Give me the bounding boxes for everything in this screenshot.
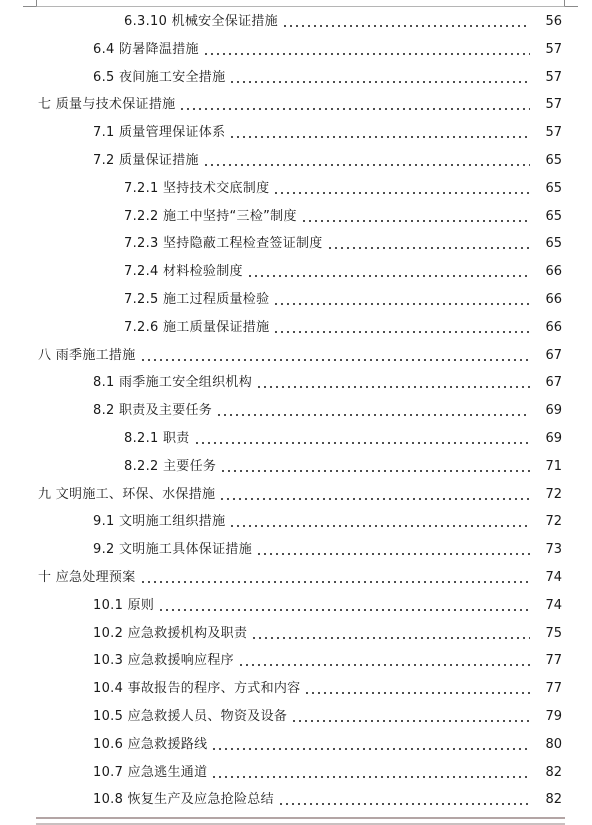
toc-entry[interactable]: [0, 314, 592, 342]
toc-page-number: 65: [545, 236, 562, 252]
toc-entry-title: 9.2 文明施工具体保证措施: [93, 542, 253, 558]
toc-page-number: 71: [545, 458, 562, 474]
toc-dot-leader: [211, 742, 530, 752]
page-bottom-rule: [36, 817, 565, 819]
toc-page-number: 79: [545, 709, 562, 724]
toc-dot-leader: [158, 603, 530, 613]
toc-dot-leader: [219, 492, 530, 502]
toc-page-number: 69: [545, 431, 562, 446]
toc-entry[interactable]: [0, 203, 592, 231]
toc-entry[interactable]: [0, 258, 592, 286]
toc-page-number: 75: [545, 625, 562, 641]
toc-page-number: 57: [545, 97, 562, 113]
toc-entry-title: 8.1 雨季施工安全组织机构: [93, 375, 253, 391]
toc-page-number: 80: [545, 736, 562, 752]
toc-entry[interactable]: [0, 36, 592, 64]
toc-page-number: 82: [545, 764, 562, 780]
toc-entry[interactable]: [0, 369, 592, 397]
toc-dot-leader: [327, 241, 530, 251]
toc-entry[interactable]: [0, 564, 592, 592]
toc-dot-leader: [247, 269, 530, 279]
toc-dot-leader: [229, 75, 530, 85]
toc-entry-title: 10.5 应急救援人员、物资及设备: [93, 709, 288, 724]
toc-entry[interactable]: [0, 397, 592, 425]
toc-entry[interactable]: [0, 119, 592, 147]
toc-entry-title: 7.1 质量管理保证体系: [93, 125, 226, 141]
toc-entry-title: 6.3.10 机械安全保证措施: [124, 14, 278, 29]
toc-entry-title: 7.2.6 施工质量保证措施: [124, 319, 270, 335]
toc-entry[interactable]: [0, 786, 592, 814]
toc-entry-title: 十 应急处理预案: [38, 570, 136, 585]
toc-entry-title: 10.4 事故报告的程序、方式和内容: [93, 681, 301, 697]
toc-page-number: 74: [545, 597, 562, 613]
toc-entry-title: 10.7 应急逃生通道: [93, 764, 208, 780]
toc-dot-leader: [211, 770, 530, 780]
toc-dot-leader: [140, 575, 530, 585]
toc-entry-title: 8.2 职责及主要任务: [93, 403, 213, 419]
toc-entry[interactable]: [0, 759, 592, 787]
toc-entry-title: 7.2.1 坚持技术交底制度: [124, 180, 270, 196]
toc-dot-leader: [291, 714, 530, 724]
page-top-margin-marker: [36, 0, 565, 7]
toc-page-number: 66: [545, 319, 562, 335]
toc-page-number: 57: [545, 125, 562, 141]
toc-entry[interactable]: [0, 620, 592, 648]
toc-dot-leader: [282, 19, 530, 29]
toc-entry-title: 10.1 原则: [93, 597, 155, 613]
toc-dot-leader: [273, 186, 530, 196]
toc-entry[interactable]: [0, 703, 592, 731]
toc-entry[interactable]: [0, 592, 592, 620]
toc-entry[interactable]: [0, 342, 592, 370]
toc-page-number: 69: [545, 403, 562, 419]
toc-dot-leader: [256, 380, 530, 390]
toc-page-number: 72: [545, 486, 562, 502]
toc-entry-title: 7.2.5 施工过程质量检验: [124, 292, 270, 307]
toc-entry[interactable]: [0, 731, 592, 759]
toc-dot-leader: [278, 797, 530, 807]
toc-dot-leader: [304, 686, 530, 696]
toc-entry-title: 10.3 应急救援响应程序: [93, 653, 234, 669]
toc-dot-leader: [273, 325, 530, 335]
toc-dot-leader: [140, 353, 530, 363]
toc-entry[interactable]: [0, 647, 592, 675]
toc-entry[interactable]: [0, 425, 592, 453]
toc-entry[interactable]: [0, 286, 592, 314]
toc-page-number: 82: [545, 792, 562, 808]
toc-page-number: 66: [545, 264, 562, 280]
toc-page-number: 65: [545, 180, 562, 196]
toc-entry-title: 7.2 质量保证措施: [93, 153, 199, 168]
toc-entry[interactable]: [0, 91, 592, 119]
toc-entry[interactable]: [0, 675, 592, 703]
toc-page-number: 56: [545, 14, 562, 29]
toc-entry-title: 9.1 文明施工组织措施: [93, 514, 226, 530]
toc-page-number: 57: [545, 41, 562, 57]
toc-dot-leader: [238, 658, 530, 668]
toc-entry[interactable]: [0, 64, 592, 92]
toc-dot-leader: [216, 408, 530, 418]
toc-entry[interactable]: [0, 147, 592, 175]
crop-mark-left: [23, 6, 36, 7]
toc-dot-leader: [229, 519, 530, 529]
toc-page-number: 77: [545, 653, 562, 669]
toc-dot-leader: [273, 297, 530, 307]
toc-entry-title: 6.4 防暑降温措施: [93, 41, 199, 57]
toc-entry[interactable]: [0, 230, 592, 258]
crop-mark-right: [565, 6, 578, 7]
toc-page-number: 74: [545, 570, 562, 585]
toc-dot-leader: [251, 631, 530, 641]
toc-entry-title: 7.2.4 材料检验制度: [124, 264, 243, 280]
toc-entry-title: 6.5 夜间施工安全措施: [93, 69, 226, 85]
toc-entry-title: 10.2 应急救援机构及职责: [93, 625, 248, 641]
toc-page-number: 73: [545, 542, 562, 558]
toc-dot-leader: [179, 102, 530, 112]
toc-dot-leader: [203, 158, 530, 168]
toc-page-number: 77: [545, 681, 562, 697]
toc-entry-title: 8.2.2 主要任务: [124, 458, 217, 474]
toc-dot-leader: [256, 547, 530, 557]
toc-dot-leader: [220, 464, 530, 474]
toc-entry-title: 7.2.2 施工中坚持“三检”制度: [124, 208, 297, 224]
toc-page-number: 67: [545, 347, 562, 363]
toc-entry-title: 七 质量与技术保证措施: [38, 97, 176, 113]
toc-entry-title: 八 雨季施工措施: [38, 347, 136, 363]
toc-entry-title: 10.8 恢复生产及应急抢险总结: [93, 792, 274, 808]
toc-entry-title: 8.2.1 职责: [124, 431, 190, 446]
toc-entry[interactable]: [0, 481, 592, 509]
toc-page-number: 67: [545, 375, 562, 391]
toc-page-number: 65: [545, 208, 562, 224]
toc-page-number: 72: [545, 514, 562, 530]
toc-entry-title: 10.6 应急救援路线: [93, 736, 208, 752]
toc-dot-leader: [203, 47, 530, 57]
toc-entry[interactable]: [0, 508, 592, 536]
toc-entry[interactable]: [0, 453, 592, 481]
toc-entry[interactable]: [0, 8, 592, 36]
toc-entry-title: 7.2.3 坚持隐蔽工程检查签证制度: [124, 236, 323, 252]
toc-page-number: 66: [545, 292, 562, 307]
toc-entry[interactable]: [0, 536, 592, 564]
toc-entry-title: 九 文明施工、环保、水保措施: [38, 486, 216, 502]
toc-page-number: 57: [545, 69, 562, 85]
toc-entry[interactable]: [0, 175, 592, 203]
toc-page-number: 65: [545, 153, 562, 168]
toc-dot-leader: [229, 130, 530, 140]
toc-dot-leader: [194, 436, 530, 446]
toc-dot-leader: [301, 214, 530, 224]
